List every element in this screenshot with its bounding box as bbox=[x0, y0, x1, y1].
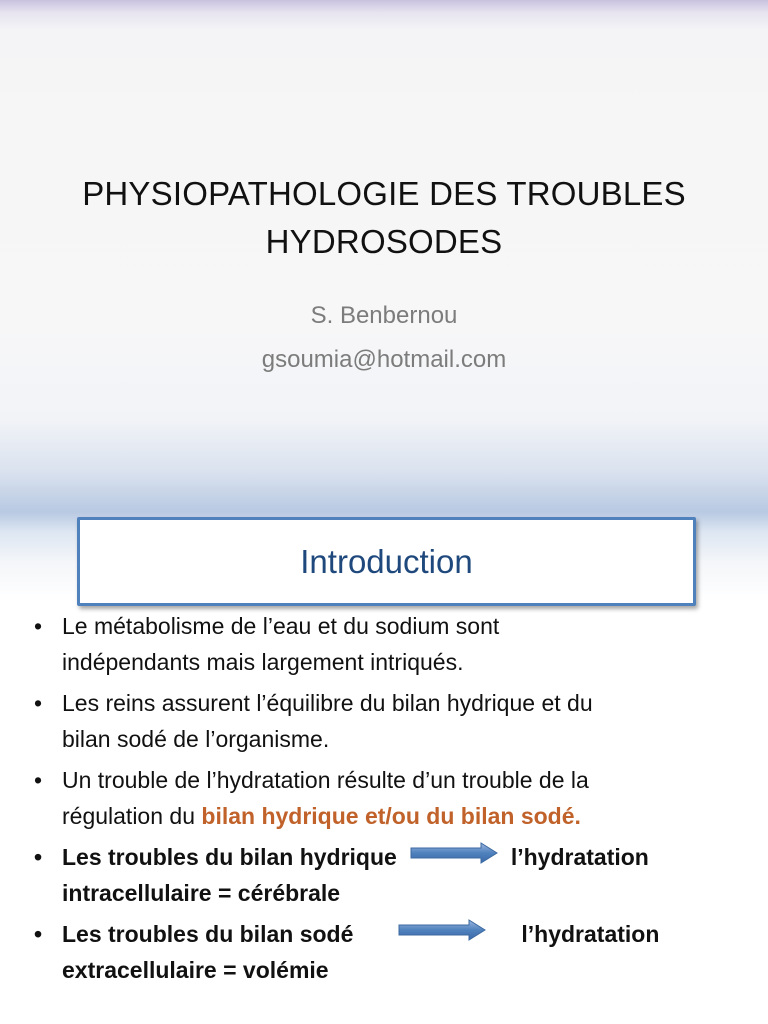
bullet-dot: • bbox=[34, 921, 43, 947]
right-arrow-icon bbox=[409, 839, 499, 875]
bullet-line: intracellulaire = cérébrale bbox=[62, 880, 341, 906]
author-name: S. Benbernou bbox=[310, 302, 458, 329]
title-line-1: PHYSIOPATHOLOGIE DES TROUBLES bbox=[82, 175, 686, 212]
bullet-item bbox=[30, 685, 745, 757]
right-arrow-icon bbox=[397, 916, 487, 952]
bullet-text: l’hydratation bbox=[521, 921, 660, 947]
author-email: gsoumia@hotmail.com bbox=[261, 346, 507, 373]
bullet-text: Les troubles du bilan hydrique bbox=[62, 844, 397, 870]
bullet-list bbox=[30, 608, 745, 993]
bullet-line: Un trouble de l’hydratation résulte d’un trouble de la bbox=[62, 767, 589, 793]
bullet-text: l’hydratation bbox=[510, 844, 649, 870]
bullet-text: régulation du bbox=[62, 803, 202, 829]
bullet-item bbox=[30, 839, 745, 911]
bullet-line bbox=[62, 798, 745, 834]
slide-title-box bbox=[77, 517, 696, 606]
highlighted-text: bilan hydrique et/ou du bilan sodé. bbox=[201, 803, 581, 829]
bullet-line: Le métabolisme de l’eau et du sodium sont bbox=[62, 613, 500, 639]
bullet-line: Les reins assurent l’équilibre du bilan hydrique et du bbox=[62, 690, 593, 716]
bullet-dot: • bbox=[34, 844, 43, 870]
bullet-item bbox=[30, 762, 745, 834]
bullet-dot: • bbox=[34, 690, 43, 716]
slide-title: Introduction bbox=[300, 542, 473, 580]
bullet-item bbox=[30, 608, 745, 680]
subtitle bbox=[40, 294, 728, 382]
bullet-item bbox=[30, 916, 745, 988]
bullet-line: extracellulaire = volémie bbox=[62, 957, 329, 983]
title-line-2: HYDROSODES bbox=[265, 223, 503, 260]
bullet-line: indépendants mais largement intriqués. bbox=[62, 649, 464, 675]
bullet-dot: • bbox=[34, 767, 43, 793]
bullet-line bbox=[62, 839, 745, 875]
bullet-dot: • bbox=[34, 613, 43, 639]
bullet-text: Les troubles du bilan sodé bbox=[62, 921, 354, 947]
bullet-line bbox=[62, 916, 745, 952]
bullet-line: bilan sodé de l’organisme. bbox=[62, 726, 330, 752]
introduction-slide bbox=[0, 512, 768, 1024]
presentation-title bbox=[40, 170, 728, 266]
